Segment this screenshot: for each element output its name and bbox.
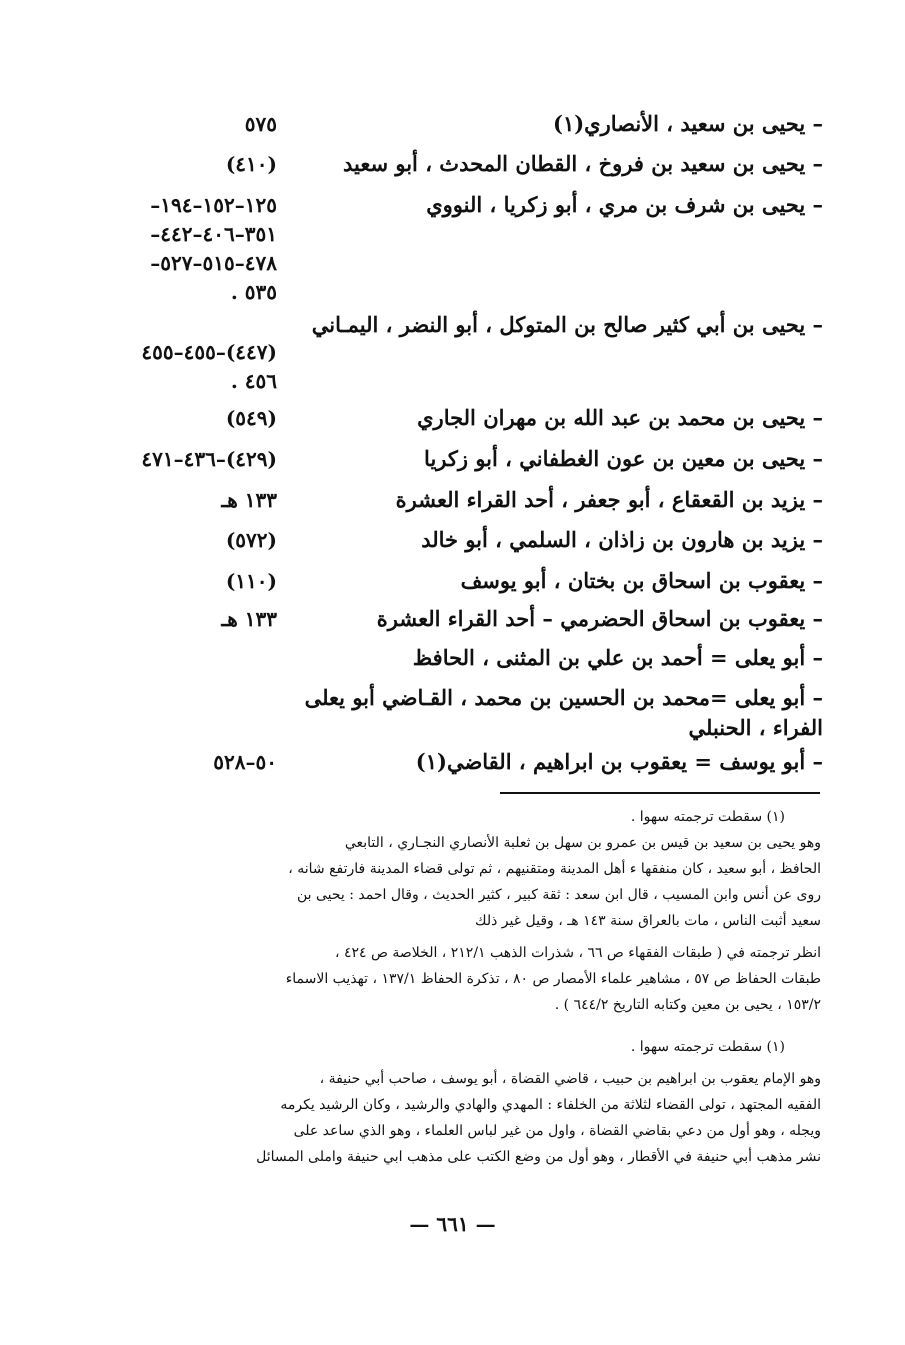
index-entry xyxy=(0,187,905,304)
page-ref-line: ١٢٥–١٥٢–١٩٤– xyxy=(150,193,277,217)
footnote-line: سعيد أثبت الناس ، مات بالعراق سنة ١٤٣ هـ ، وقيل غير ذلك xyxy=(475,913,821,929)
entry-name: – يزيد بن القعقاع ، أبو جعفر ، أحد القراء العشرة xyxy=(395,487,823,512)
footnote-head: (١) سقطت ترجمته سهوا . xyxy=(630,809,785,825)
page-number: — ٦٦١ — xyxy=(409,1212,496,1236)
entry-page-refs: ٥٠–٥٢٨ xyxy=(213,750,277,774)
index-entry xyxy=(0,482,905,518)
footnote-line: طبقات الحفاظ ص ٥٧ ، مشاهير علماء الأمصار ص ٨٠ ، تذكرة الحفاظ ١٣٧/١ ، تهذيب الاسماء xyxy=(285,971,821,987)
index-entry xyxy=(0,310,905,393)
entry-name: – يحيى بن سعيد بن فروخ ، القطان المحدث ، أبو سعيد xyxy=(342,151,823,176)
footnote-line: الفقيه المجتهد ، تولى القضاء لثلاثة من الخلفاء : المهدي والهادي والرشيد ، وكان الرشيد يكرمه xyxy=(280,1097,821,1113)
index-entry xyxy=(0,522,905,558)
entry-page-refs: (٤٢٩)–٤٣٦–٤٧١ xyxy=(141,447,277,471)
entry-page-refs: ١٣٣ هـ xyxy=(221,488,277,512)
entry-page-refs: (٥٧٢) xyxy=(225,528,277,552)
index-entry xyxy=(0,744,905,780)
index-entry xyxy=(0,106,905,142)
footnote-line: وهو يحيى بن سعيد بن قيس بن عمرو بن سهل بن ثعلبة الأنصاري النجـاري ، التابعي xyxy=(344,835,821,851)
index-entry xyxy=(0,400,905,436)
entry-page-refs: ١٣٣ هـ xyxy=(221,607,277,631)
page-ref-line: (٤٤٧)–٤٥٥–٤٥٥ xyxy=(141,340,277,364)
entry-name: – يحيى بن أبي كثير صالح بن المتوكل ، أبو النضر ، اليمـاني xyxy=(311,312,823,337)
entry-page-refs: (٤١٠) xyxy=(225,152,277,176)
footnote-2 xyxy=(91,1034,821,1170)
entry-page-refs: ٥٧٥ xyxy=(244,112,277,136)
entry-name: – يعقوب بن اسحاق الحضرمي – أحد القراء العشرة xyxy=(376,606,823,631)
entry-name: – يحيى بن محمد بن عبد الله بن مهران الجاري xyxy=(417,405,823,430)
entry-name: – يحيى بن معين بن عون الغطفاني ، أبو زكريا xyxy=(424,446,823,471)
page-ref-line: ٣٥١–٤٠٦–٤٤٢– xyxy=(150,222,277,246)
entry-name: – يحيى بن سعيد ، الأنصاري(١) xyxy=(553,111,823,136)
index-entry xyxy=(0,441,905,477)
entry-name: – أبو يعلى = أحمد بن علي بن المثنى ، الحافظ xyxy=(412,645,823,670)
entry-name: – أبو يوسف = يعقوب بن ابراهيم ، القاضي(١) xyxy=(415,749,823,774)
index-entry xyxy=(0,640,905,676)
page-ref-line: ٥٣٥ . xyxy=(230,280,277,304)
footnote-line: روى عن أنس وابن المسيب ، قال ابن سعد : ثقة كبير ، كثير الحديث ، وقال احمد : يحيى بن xyxy=(296,887,821,903)
footnote-1 xyxy=(91,804,821,1018)
footnote-line: ١٥٣/٢ ، يحيى بن معين وكتابه التاريخ ٦٤٤/٢ ) . xyxy=(554,997,821,1013)
index-entry xyxy=(0,563,905,599)
index-entry xyxy=(0,601,905,637)
footnote-head: (١) سقطت ترجمته سهوا . xyxy=(630,1039,785,1055)
footnote-line: نشر مذهب أبي حنيفة في الأقطار ، وهو أول من وضع الكتب على مذهب ابي حنيفة واملى المسائل xyxy=(256,1149,821,1165)
entry-page-refs xyxy=(150,191,277,307)
entry-name: – يزيد بن هارون بن زاذان ، السلمي ، أبو خالد xyxy=(421,527,823,552)
entry-page-refs: (١١٠) xyxy=(225,569,277,593)
page-ref-line: ٤٧٨–٥١٥–٥٢٧– xyxy=(150,251,277,275)
entry-name: – يعقوب بن اسحاق بن بختان ، أبو يوسف xyxy=(460,568,823,593)
footnote-line: ويجله ، وهو أول من دعي بقاضي القضاة ، واول من غير لباس العلماء ، وهو الذي ساعد على xyxy=(293,1123,821,1139)
footnote-line: الحافظ ، أبو سعيد ، كان منفقها ء أهل المدينة ومتقنيهم ، ثم تولى قضاء المدينة فارتفع شانه ، xyxy=(288,861,821,877)
index-entry xyxy=(0,683,905,740)
footnote-line: انظر ترجمته في ( طبقات الفقهاء ص ٦٦ ، شذرات الذهب ٢١٢/١ ، الخلاصة ص ٤٢٤ ، xyxy=(335,945,821,961)
entry-name: – يحيى بن شرف بن مري ، أبو زكريا ، النووي xyxy=(426,192,823,217)
page-ref-line: ٤٥٦ . xyxy=(230,369,277,393)
footnote-separator xyxy=(500,792,820,794)
footnote-line: وهو الإمام يعقوب بن ابراهيم بن حبيب ، قاضي القضاة ، أبو يوسف ، صاحب أبي حنيفة ، xyxy=(319,1071,821,1087)
entry-page-refs xyxy=(141,338,277,396)
entry-page-refs: (٥٤٩) xyxy=(225,406,277,430)
index-entry xyxy=(0,146,905,182)
entry-name: – أبو يعلى =محمد بن الحسين بن محمد ، القـاضي أبو يعلى الفراء ، الحنبلي xyxy=(304,685,823,740)
